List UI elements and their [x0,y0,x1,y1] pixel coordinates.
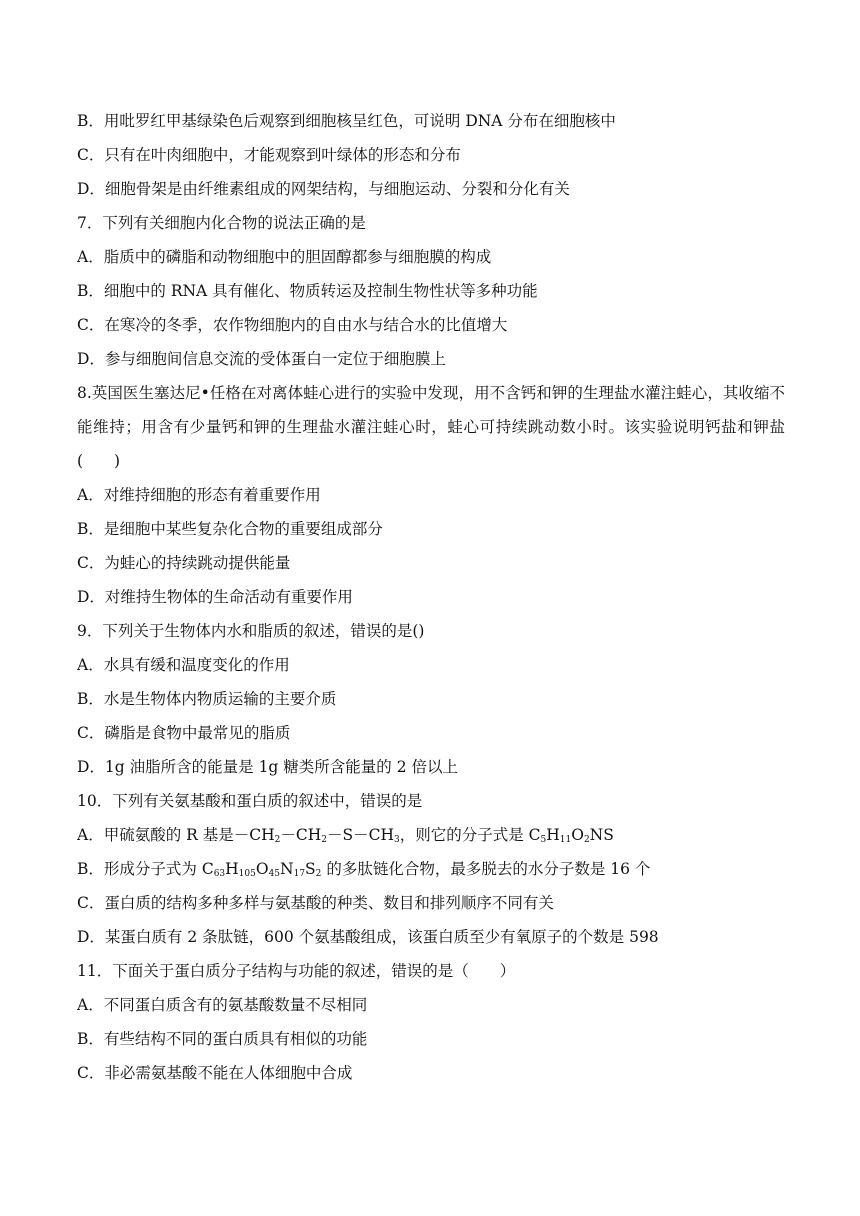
q10-option-b: B．形成分子式为 $C_{63}H_{105}O_{45}N_{17}S_2$ 的多肽链化合物，最多脱去的水分子数是 16 个 [77,860,651,879]
q7-option-a: A．脂质中的磷脂和动物细胞中的胆固醇都参与细胞膜的构成 [77,248,492,266]
q10-option-d: D．某蛋白质有 2 条肽链，600 个氨基酸组成，该蛋白质至少有氧原子的个数是 598 [77,928,659,946]
q8-option-d: D．对维持生物体的生命活动有重要作用 [77,588,353,606]
q10-option-a: A．甲硫氨酸的 R 基是$-CH_2-CH_2-S-CH_3$，则它的分子式是 $C_5H_{11}O_2NS$ [77,826,614,845]
q6-option-c: C．只有在叶肉细胞中，才能观察到叶绿体的形态和分布 [77,146,461,164]
q10-option-c: C．蛋白质的结构多种多样与氨基酸的种类、数目和排列顺序不同有关 [77,894,554,912]
q11-stem: 11．下面关于蛋白质分子结构与功能的叙述，错误的是（ ） [77,962,516,980]
q6-option-b: B．用吡罗红甲基绿染色后观察到细胞核呈红色，可说明 DNA 分布在细胞核中 [77,112,616,130]
q9-stem: 9．下列关于生物体内水和脂质的叙述，错误的是() [77,622,425,640]
q8-stem: 8.英国医生塞达尼•任格在对离体蛙心进行的实验中发现，用不含钙和钾的生理盐水灌注蛙心，其收缩不能维持；用含有少量钙和钾的生理盐水灌注蛙心时，蛙心可持续跳动数小时。该实验说明钙盐和钾盐( ) [77,384,785,470]
q6-option-d: D．细胞骨架是由纤维素组成的网架结构，与细胞运动、分裂和分化有关 [77,180,570,198]
q7-stem: 7．下列有关细胞内化合物的说法正确的是 [77,214,366,232]
q9-option-d: D．1g 油脂所含的能量是 1g 糖类所含能量的 2 倍以上 [77,758,458,776]
q7-option-d: D．参与细胞间信息交流的受体蛋白一定位于细胞膜上 [77,350,446,368]
q7-option-b: B．细胞中的 RNA 具有催化、物质转运及控制生物性状等多种功能 [77,282,538,300]
q8-option-c: C．为蛙心的持续跳动提供能量 [77,554,291,572]
q9-option-b: B．水是生物体内物质运输的主要介质 [77,690,337,708]
q10-stem: 10．下列有关氨基酸和蛋白质的叙述中，错误的是 [77,792,423,810]
q7-option-c: C．在寒冷的冬季，农作物细胞内的自由水与结合水的比值增大 [77,316,508,334]
q8-option-a: A．对维持细胞的形态有着重要作用 [77,486,321,504]
q11-option-a: A．不同蛋白质含有的氨基酸数量不尽相同 [77,996,368,1014]
q9-option-c: C．磷脂是食物中最常见的脂质 [77,724,291,742]
q11-option-b: B．有些结构不同的蛋白质具有相似的功能 [77,1030,368,1048]
q9-option-a: A．水具有缓和温度变化的作用 [77,656,290,674]
q8-option-b: B．是细胞中某些复杂化合物的重要组成部分 [77,520,383,538]
q11-option-c: C．非必需氨基酸不能在人体细胞中合成 [77,1064,353,1082]
